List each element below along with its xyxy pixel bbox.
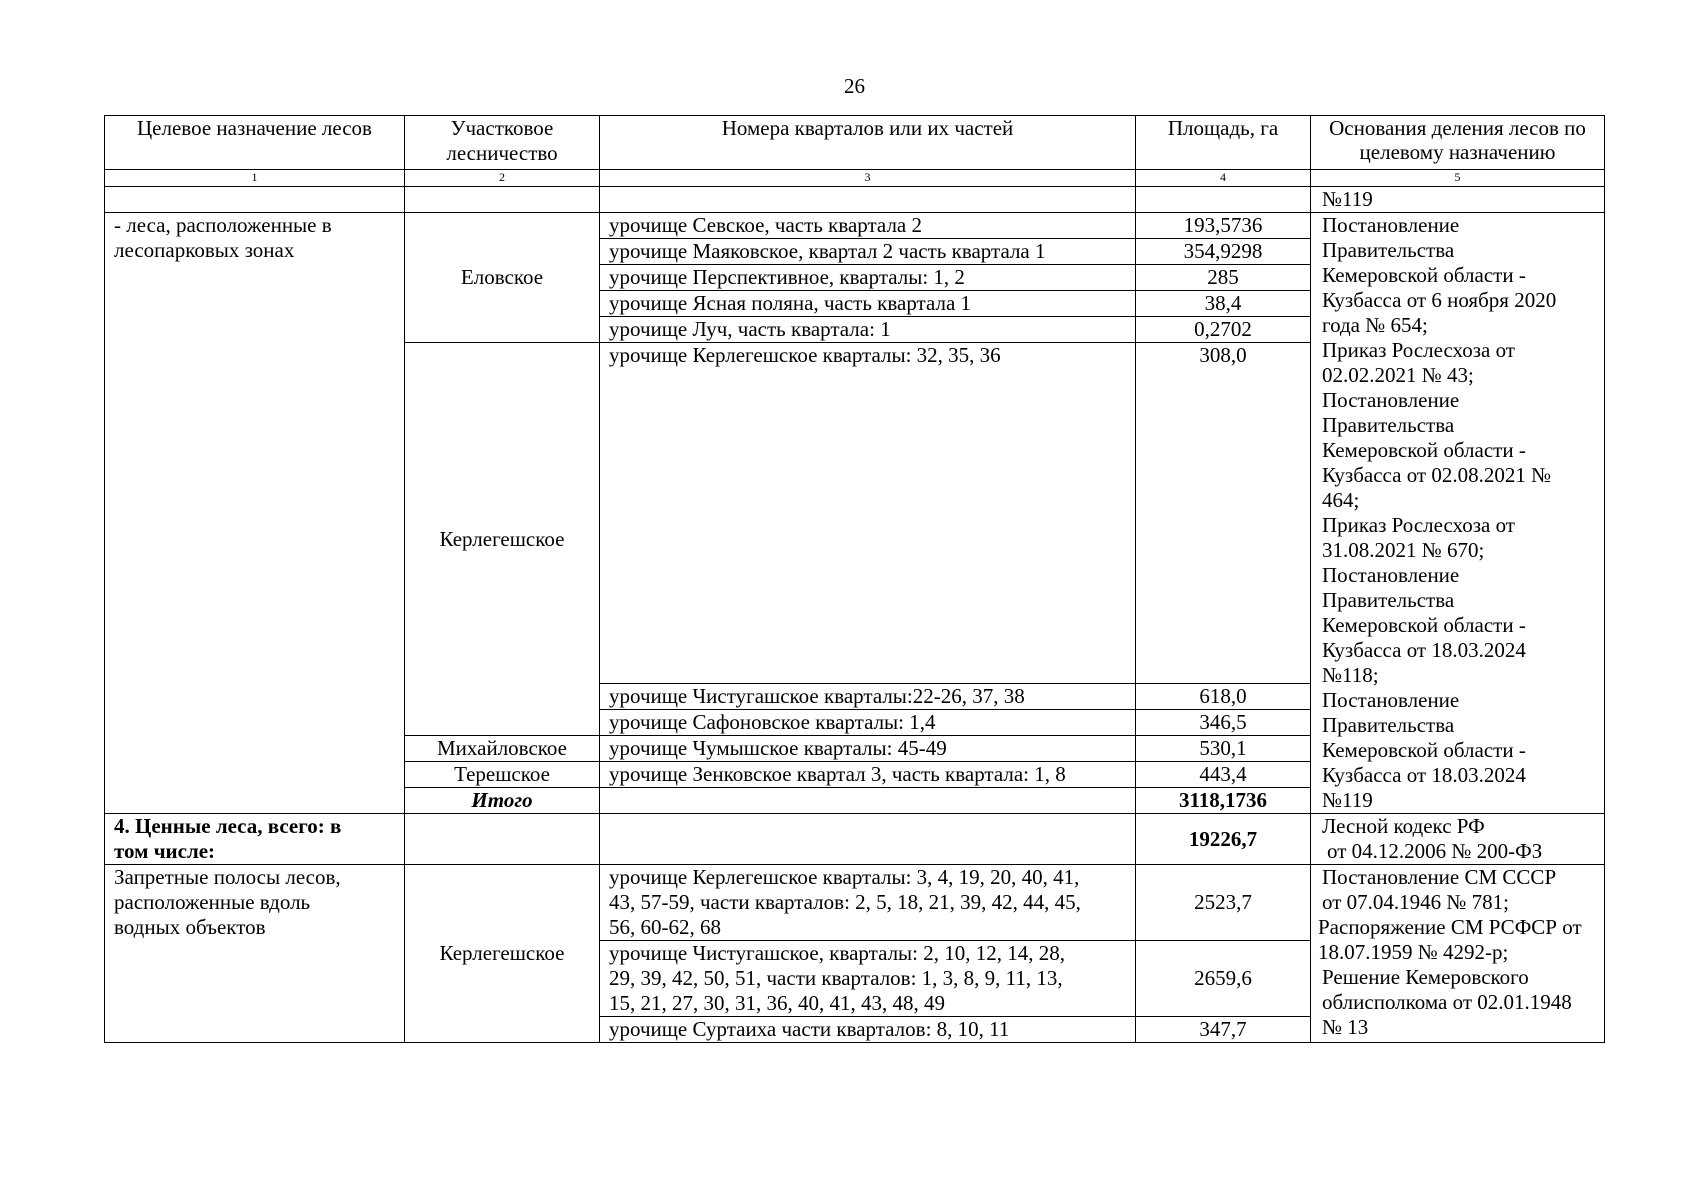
area-cell: 285 [1136,265,1311,291]
purpose-forest-parks: - леса, расположенные в лесопарковых зонах [105,213,405,814]
area-cell: 2523,7 [1136,865,1311,941]
blocks-line: 29, 39, 42, 50, 51, части кварталов: 1, 3, 8, 9, 11, 13, [609,966,1063,990]
basis-line: Постановление [1322,688,1460,712]
basis-line: №118; [1322,663,1379,687]
basis-line: Кузбасса от 6 ноября 2020 [1322,288,1557,312]
district-mikhailovskoe: Михайловское [405,736,600,762]
blocks-cell [600,1017,1136,1043]
header-row [105,116,1605,170]
basis-line: Постановление СМ СССР [1322,865,1557,889]
blocks-cell: урочище Ясная поляна, часть квартала 1 [600,291,1136,317]
district-kerlegeshskoe-2: Керлегешское [405,865,600,1043]
basis-line: Постановление [1322,213,1460,237]
area-cell: 618,0 [1136,684,1311,710]
blocks-cell: урочище Маяковское, квартал 2 часть квартала 1 [600,239,1136,265]
basis-line: 31.08.2021 № 670; [1322,538,1485,562]
page-number: 26 [844,74,865,98]
basis-line: Постановление [1322,563,1460,587]
blocks-line: 43, 57-59, части кварталов: 2, 5, 18, 21, 39, 42, 44, 45, [609,890,1081,914]
basis-line: Кемеровской области - [1322,263,1526,287]
blocks-cell: урочище Севское, часть квартала 2 [600,213,1136,239]
valuable-forests-area: 19226,7 [1136,814,1311,865]
blocks-cell: урочище Сафоновское кварталы: 1,4 [600,710,1136,736]
area-cell: 2659,6 [1136,941,1311,1017]
basis-cell: №119 [1311,187,1605,213]
basis-line: Распоряжение СМ РСФСР от [1318,915,1582,939]
blocks-line: урочище Керлегешское кварталы: 3, 4, 19, 20, 40, 41, [609,865,1080,889]
title-line: том числе: [114,839,216,863]
district-elovskoe: Еловское [405,213,600,343]
district-kerlegeshskoe: Керлегешское [405,343,600,736]
empty-cell [405,814,600,865]
area-cell: 38,4 [1136,291,1311,317]
basis-line: Приказ Рослесхоза от [1322,338,1515,362]
header-purpose: Целевое назначение лесов [105,116,405,170]
basis-line: Правительства [1322,588,1455,612]
purpose-line: расположенные вдоль [114,890,311,914]
empty-cell [600,788,1136,814]
basis-line: Кузбасса от 18.03.2024 [1322,763,1526,787]
basis-line: Правительства [1322,238,1455,262]
header-area: Площадь, га [1136,116,1311,170]
district-tereshskoe: Терешское [405,762,600,788]
basis-line: Правительства [1322,413,1455,437]
empty-cell [105,187,405,213]
blocks-cell: урочище Чумышское кварталы: 45-49 [600,736,1136,762]
area-cell: 0,2702 [1136,317,1311,343]
basis-line: года № 654; [1322,313,1428,337]
area-cell: 443,4 [1136,762,1311,788]
blocks-cell: урочище Луч, часть квартала: 1 [600,317,1136,343]
blocks-line: урочище Чистугашское, кварталы: 2, 10, 12, 14, 28, [609,941,1065,965]
basis-line: Кемеровской области - [1322,738,1526,762]
area-cell: 193,5736 [1136,213,1311,239]
empty-cell [1136,187,1311,213]
basis-line: облисполкома от 02.01.1948 [1322,990,1572,1014]
basis-line: от 04.12.2006 № 200-ФЗ [1327,839,1543,863]
valuable-forests-title [105,814,405,865]
blocks-line: 56, 60-62, 68 [609,915,721,939]
basis-line: Лесной кодекс РФ [1322,814,1485,838]
purpose-line: водных объектов [114,915,266,939]
table-row [105,865,1605,941]
basis-line: от 07.04.1946 № 781; [1322,890,1510,914]
blocks-line: урочище Суртаиха части кварталов: 8, 10, 11 [609,1017,1010,1041]
empty-cell [600,814,1136,865]
blocks-cell: урочище Зенковское квартал 3, часть квартала: 1, 8 [600,762,1136,788]
basis-line: Решение Кемеровского [1322,965,1529,989]
column-number: 1 [105,170,405,187]
basis-line: Кемеровской области - [1322,613,1526,637]
blocks-cell: урочище Чистугашское кварталы:22-26, 37, 38 [600,684,1136,710]
blocks-cell: урочище Керлегешское кварталы: 32, 35, 36 [600,343,1136,684]
valuable-forests-basis [1311,814,1605,865]
basis-line: Кузбасса от 02.08.2021 № [1322,463,1552,487]
basis-water-strips [1311,865,1605,1043]
area-cell: 347,7 [1136,1017,1311,1043]
column-number: 3 [600,170,1136,187]
column-number: 5 [1311,170,1605,187]
area-cell: 530,1 [1136,736,1311,762]
area-cell: 354,9298 [1136,239,1311,265]
header-basis: Основания деления лесов по целевому назначению [1311,116,1605,170]
empty-cell [600,187,1136,213]
basis-line: № 13 [1322,1015,1369,1039]
blocks-line: 15, 21, 27, 30, 31, 36, 40, 41, 43, 48, 49 [609,991,945,1015]
basis-line: 02.02.2021 № 43; [1322,363,1474,387]
blocks-cell: урочище Перспективное, кварталы: 1, 2 [600,265,1136,291]
basis-line: №119 [1322,788,1373,812]
purpose-line: Запретные полосы лесов, [114,865,341,889]
total-label: Итого [405,788,600,814]
column-number: 2 [405,170,600,187]
basis-line: 464; [1322,488,1360,512]
empty-cell [405,187,600,213]
area-cell: 308,0 [1136,343,1311,684]
basis-line: Правительства [1322,713,1455,737]
basis-line: 18.07.1959 № 4292-р; [1318,940,1509,964]
header-district: Участковое лесничество [405,116,600,170]
blocks-cell [600,941,1136,1017]
table-row [105,213,1605,239]
carry-over-row [105,187,1605,213]
forest-purpose-table [104,115,1605,1043]
title-line: 4. Ценные леса, всего: в [114,814,342,838]
basis-forest-parks [1311,213,1605,814]
column-number-row [105,170,1605,187]
total-area: 3118,1736 [1136,788,1311,814]
column-number: 4 [1136,170,1311,187]
basis-line: Кемеровской области - [1322,438,1526,462]
header-blocks: Номера кварталов или их частей [600,116,1136,170]
valuable-forests-row [105,814,1605,865]
purpose-water-strips [105,865,405,1043]
basis-line: Кузбасса от 18.03.2024 [1322,638,1526,662]
blocks-cell [600,865,1136,941]
area-cell: 346,5 [1136,710,1311,736]
basis-line: Приказ Рослесхоза от [1322,513,1515,537]
basis-line: Постановление [1322,388,1460,412]
